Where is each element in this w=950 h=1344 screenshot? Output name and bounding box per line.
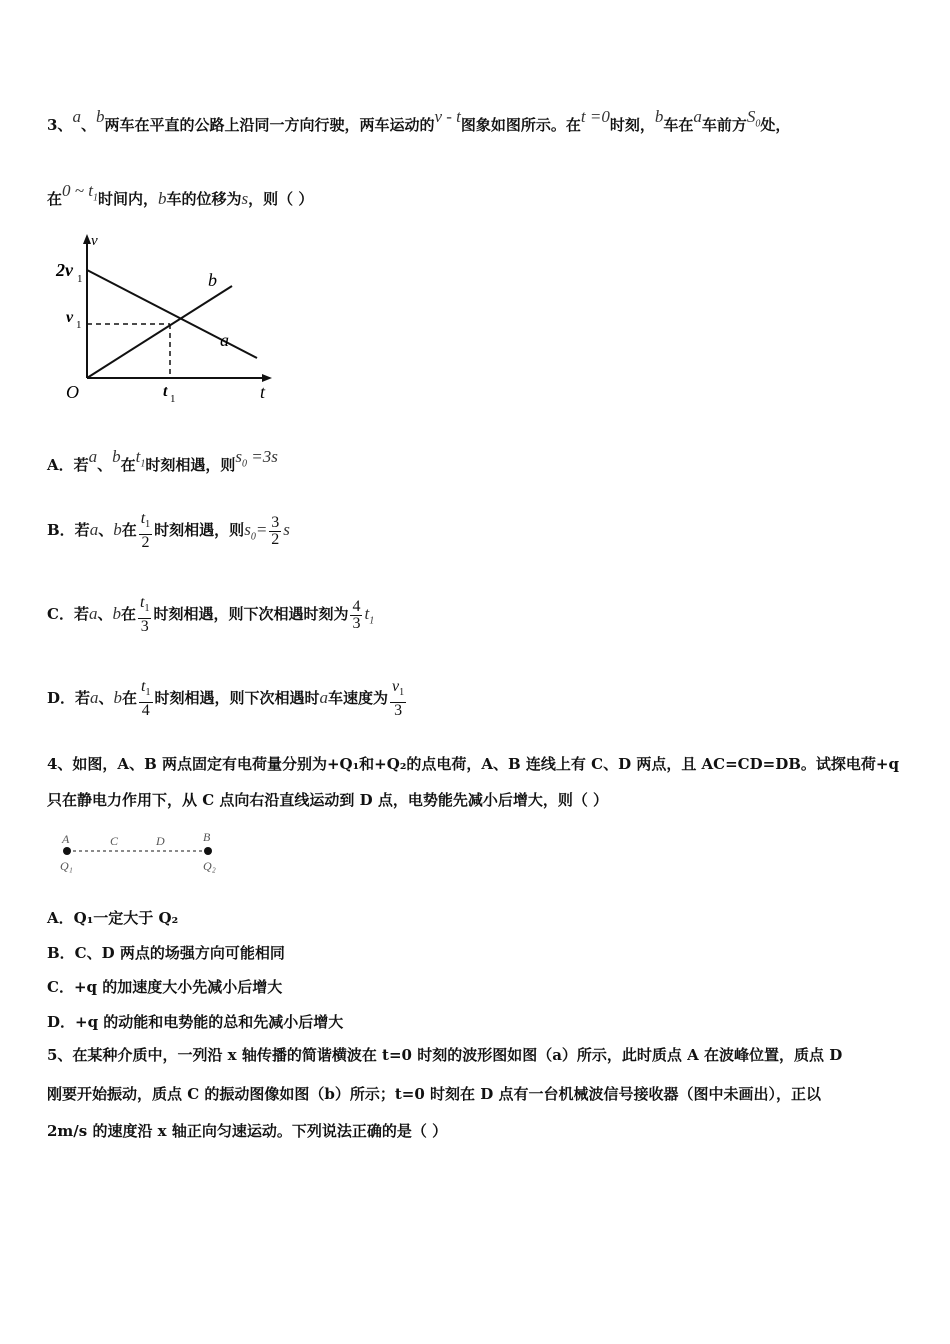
q3-number: 3、 [47, 116, 73, 134]
frac-den: 3 [394, 701, 403, 719]
fraction [138, 595, 151, 634]
var-b: b [95, 107, 105, 126]
t-letter: t [364, 604, 370, 623]
t-letter: t [139, 594, 145, 612]
var-a: a [72, 107, 81, 126]
q3-option-c[interactable] [47, 594, 374, 641]
equals: = [255, 520, 268, 539]
frac-den: 3 [140, 617, 149, 635]
a-line-label: a [220, 330, 229, 350]
two-v1-sub: 1 [77, 273, 83, 285]
option-label: D．若 [47, 689, 91, 707]
option-text: 在 [120, 456, 136, 474]
frac-den: 3 [352, 614, 361, 632]
option-text: 在 [122, 689, 138, 707]
option-text: 在 [121, 521, 137, 539]
two-v1-label: 2v [56, 260, 73, 280]
t-label: t [260, 382, 266, 402]
v-label: v [91, 233, 98, 249]
label-a: A [62, 832, 70, 846]
var-a: a [88, 604, 98, 623]
t1-symbol [135, 447, 146, 470]
sep: 、 [97, 456, 113, 474]
q3-option-d[interactable] [47, 678, 408, 719]
q3-text: 时刻， [609, 116, 655, 134]
v-axis-arrow [83, 234, 91, 244]
sub: 1 [145, 687, 151, 699]
t0-symbol: t =0 [580, 107, 610, 126]
option-text: 时刻相遇，则下次相遇时刻为 [153, 605, 349, 623]
var-s: s [283, 520, 290, 539]
range-sub: 1 [92, 192, 98, 204]
label-q2: Q₂ [203, 859, 216, 873]
option-label: C．若 [47, 605, 89, 623]
var-s: s [241, 189, 249, 208]
q3-text: 处， [760, 116, 791, 134]
range-text: 0 ~ t [62, 181, 93, 200]
t-letter: t [141, 678, 146, 696]
vt-graph [50, 228, 290, 408]
option-text: 在 [120, 605, 136, 623]
frac-num [138, 595, 151, 618]
fraction [139, 679, 152, 718]
q3-text: 在 [47, 190, 63, 208]
sub: 1 [144, 603, 150, 615]
label-d: D [156, 834, 165, 848]
s-letter: s [235, 447, 243, 466]
var-a: a [319, 688, 329, 707]
label-q1: Q₁ [60, 859, 73, 873]
label-b: B [203, 830, 211, 844]
q3-line2 [47, 181, 314, 215]
q3-text: ，则（ ） [248, 190, 314, 208]
sub: 1 [369, 615, 375, 627]
t1-label: t [163, 383, 168, 400]
range-symbol [62, 181, 98, 204]
var-b: b [113, 520, 122, 539]
sub: 1 [145, 519, 151, 531]
t-letter: t [135, 447, 141, 466]
sub: 0 [242, 458, 248, 470]
q4-option-c[interactable]: C．+q 的加速度大小先减小后增大 [47, 978, 283, 996]
eq-rhs: =3s [247, 447, 278, 466]
option-text: 时刻相遇，则 [154, 521, 245, 539]
charge-diagram [50, 828, 240, 878]
var-a: a [89, 520, 99, 539]
t1-sub: 1 [170, 393, 176, 405]
q3-text: 车前方 [701, 116, 747, 134]
frac-den: 2 [271, 530, 280, 548]
origin-label: O [66, 382, 79, 402]
s-letter: s [244, 520, 251, 539]
q5-line3: 2m/s 的速度沿 x 轴正向匀速运动。下列说法正确的是（ ） [47, 1122, 448, 1140]
sub: 1 [140, 458, 146, 470]
sub: 1 [399, 687, 405, 699]
sep: 、 [98, 689, 114, 707]
var-b: b [112, 604, 121, 623]
option-label: B．若 [47, 521, 90, 539]
q3-option-b[interactable] [47, 510, 290, 557]
q5-line1: 5、在某种介质中，一列沿 x 轴传播的简谐横波在 t=0 时刻的波形图如图（a）所示，此时质点 A 在波峰位置，质点 D [47, 1046, 843, 1064]
sep: 、 [80, 116, 96, 134]
q3-text: 两车在平直的公路上沿同一方向行驶，两车运动的 [104, 116, 435, 134]
q4-line1: 4、如图，A、B 两点固定有电荷量分别为+Q₁和+Q₂的点电荷，A、B 连线上有 C、D 两点，且 AC=CD=DB。试探电荷+q [47, 755, 899, 773]
point-a [63, 847, 71, 855]
option-text: 时刻相遇，则 [145, 456, 236, 474]
frac-num: 4 [352, 597, 361, 615]
t-axis-arrow [262, 374, 272, 382]
q3-line1 [47, 107, 791, 141]
line-a [87, 270, 257, 358]
q3-text: 车在 [663, 116, 694, 134]
var-a: a [88, 447, 98, 466]
q4-option-d[interactable]: D．+q 的动能和电势能的总和先减小后增大 [47, 1013, 344, 1031]
sub: 0 [250, 531, 256, 543]
s0-sub: 0 [755, 118, 761, 130]
s0-symbol [244, 520, 256, 543]
option-text: 时刻相遇，则下次相遇时 [154, 689, 320, 707]
sep: 、 [97, 605, 113, 623]
var-b: b [112, 447, 121, 466]
s0-letter: S [746, 107, 756, 126]
q4-option-a[interactable]: A．Q₁一定大于 Q₂ [47, 909, 179, 927]
v-letter: v [392, 678, 400, 696]
fraction [350, 599, 362, 632]
option-text: 车速度为 [328, 689, 389, 707]
t1-symbol [364, 604, 375, 627]
label-c: C [110, 834, 119, 848]
t-letter: t [140, 510, 146, 528]
option-label: A．若 [47, 456, 89, 474]
fraction [390, 679, 406, 718]
frac-num [139, 511, 152, 534]
frac-num [139, 679, 152, 702]
var-a: a [90, 688, 99, 707]
v1-sub: 1 [76, 319, 82, 331]
frac-den: 4 [141, 701, 150, 719]
fraction [139, 511, 152, 550]
s0-eq [235, 447, 278, 470]
vt-symbol: v - t [434, 107, 461, 126]
var-b: b [654, 107, 664, 126]
frac-num: 3 [271, 513, 280, 531]
frac-num [390, 679, 406, 702]
q4-line2: 只在静电力作用下，从 C 点向右沿直线运动到 D 点，电势能先减小后增大，则（ ） [47, 791, 609, 809]
v1-label: v [66, 309, 74, 326]
q3-text: 车的位移为 [166, 190, 242, 208]
s0-symbol [746, 107, 761, 130]
q3-option-a[interactable] [47, 447, 278, 481]
q5-line2: 刚要开始振动，质点 C 的振动图像如图（b）所示；t=0 时刻在 D 点有一台机械波信号接收器（图中未画出），正以 [47, 1085, 821, 1103]
fraction [269, 515, 281, 548]
frac-den: 2 [141, 533, 150, 551]
b-line-label: b [208, 270, 217, 290]
var-a: a [693, 107, 702, 126]
sep: 、 [98, 521, 114, 539]
var-b: b [157, 189, 167, 208]
q4-option-b[interactable]: B．C、D 两点的场强方向可能相同 [47, 944, 285, 962]
var-b: b [113, 688, 123, 707]
q3-text: 时间内， [97, 190, 158, 208]
point-b [204, 847, 212, 855]
line-b [87, 286, 232, 378]
q3-text: 图象如图所示。在 [460, 116, 581, 134]
